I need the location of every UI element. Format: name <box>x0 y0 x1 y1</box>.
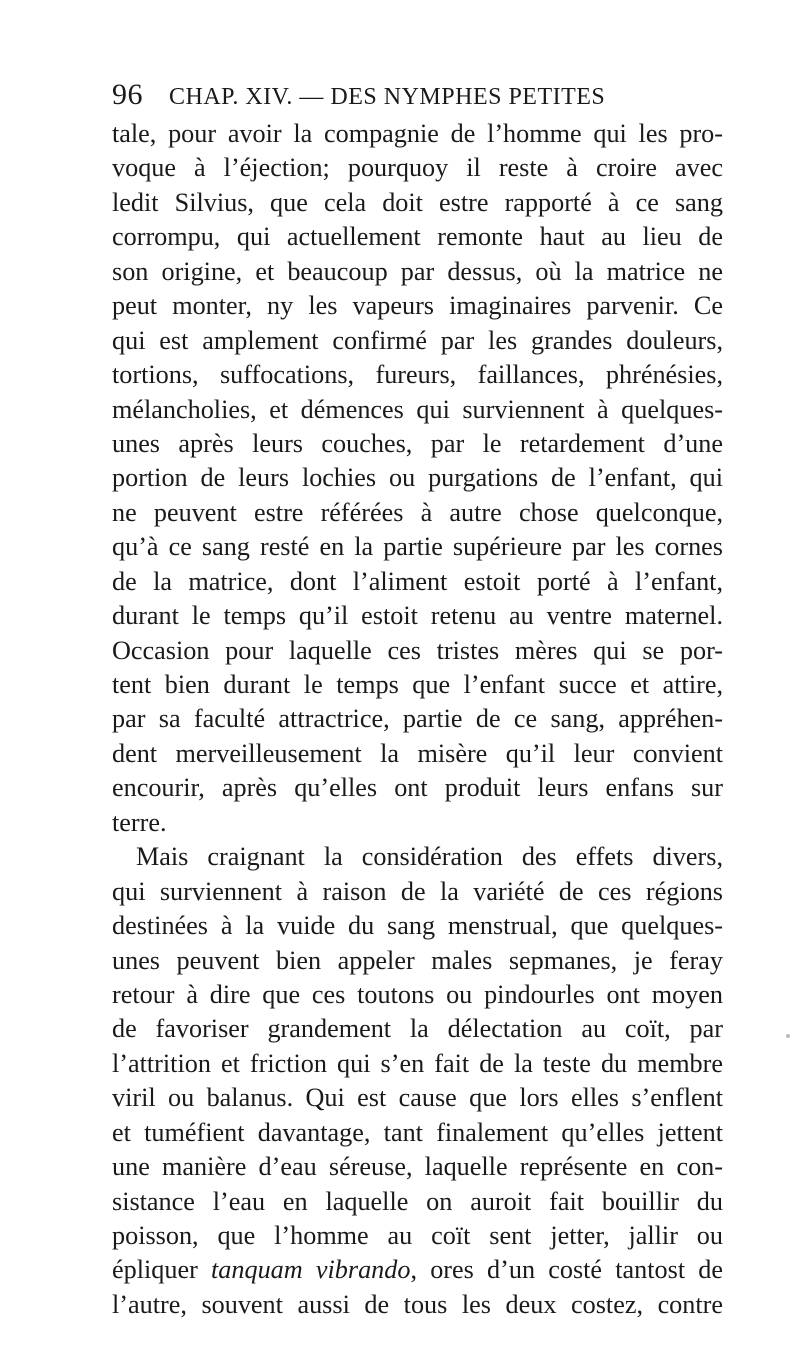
text-line: voque à l’éjection; pourquoy il reste à croire avec <box>112 153 723 183</box>
text-line: dent merveilleusement la misère qu’il leur convient <box>112 738 723 768</box>
text-line: sistance l’eau en laquelle on auroit fait bouillir du <box>112 1186 723 1216</box>
text-line: terre. <box>112 807 167 837</box>
text-line: une manière d’eau séreuse, laquelle représente en con- <box>112 1152 723 1182</box>
text-line: tale, pour avoir la compagnie de l’homme qui les pro- <box>112 119 723 148</box>
running-head <box>112 78 722 112</box>
text-line: de favoriser grandement la délectation au coït, par <box>112 1014 723 1044</box>
text-line: l’autre, souvent aussi de tous les deux costez, contre <box>112 1289 723 1319</box>
text-line: unes peuvent bien appeler males sepmanes, je feray <box>112 945 723 975</box>
text-line: qu’à ce sang resté en la partie supérieure par les cornes <box>112 532 723 562</box>
text-line: ledit Silvius, que cela doit estre rapporté à ce sang <box>112 187 723 217</box>
page-number: 96 <box>112 78 143 111</box>
latin-phrase: tanquam vibrando <box>211 1255 411 1285</box>
text-line: corrompu, qui actuellement remonte haut au lieu de <box>112 222 723 252</box>
text-line: et tuméfient davantage, tant finalement qu’elles jettent <box>112 1117 723 1147</box>
text-line: l’attrition et friction qui s’en fait de la teste du membre <box>112 1048 723 1078</box>
text-line: portion de leurs lochies ou purgations de l’enfant, qui <box>112 463 723 493</box>
text-line: tent bien durant le temps que l’enfant succe et attire, <box>112 670 723 699</box>
paragraph-start-line: Mais craignant la considération des effets divers, <box>136 842 723 872</box>
margin-dot <box>786 1034 790 1038</box>
text-line: ne peuvent estre référées à autre chose quelconque, <box>112 497 723 527</box>
text-line: destinées à la vuide du sang menstrual, que quelques- <box>112 911 723 941</box>
text-line: son origine, et beaucoup par dessus, où la matrice ne <box>112 256 723 286</box>
margin-speck <box>40 66 48 74</box>
text-line: poisson, que l’homme au coït sent jetter, jallir ou <box>112 1221 723 1250</box>
text-line: encourir, après qu’elles ont produit leurs enfans sur <box>112 773 723 803</box>
text-line: unes après leurs couches, par le retardement d’une <box>112 428 723 458</box>
text-line: qui est amplement confirmé par les grandes douleurs, <box>112 325 723 355</box>
chapter-title: CHAP. XIV. — DES NYMPHES PETITES <box>169 84 606 110</box>
text-line: retour à dire que ces toutons ou pindourles ont moyen <box>112 979 723 1009</box>
text-line: mélancholies, et démences qui surviennent à quelques- <box>112 394 723 424</box>
text-line: par sa faculté attractrice, partie de ce sang, appréhen- <box>112 704 723 734</box>
text-line: tortions, suffocations, fureurs, faillances, phrénésies, <box>112 360 723 390</box>
text-line: de la matrice, dont l’aliment estoit porté à l’enfant, <box>112 566 723 596</box>
text-line: durant le temps qu’il estoit retenu au ventre maternel. <box>112 601 723 631</box>
text-line: qui surviennent à raison de la variété de ces régions <box>112 876 723 906</box>
text-line: Occasion pour laquelle ces tristes mères qui se por- <box>112 635 723 665</box>
text-fragment: épliquer <box>112 1255 198 1285</box>
text-line-with-italic <box>112 1253 723 1287</box>
text-line: viril ou balanus. Qui est cause que lors elles s’enflent <box>112 1083 723 1113</box>
text-fragment: , ores d’un costé tantost de <box>410 1255 724 1285</box>
text-line: peut monter, ny les vapeurs imaginaires parvenir. Ce <box>112 291 723 321</box>
body-text <box>112 117 723 1322</box>
